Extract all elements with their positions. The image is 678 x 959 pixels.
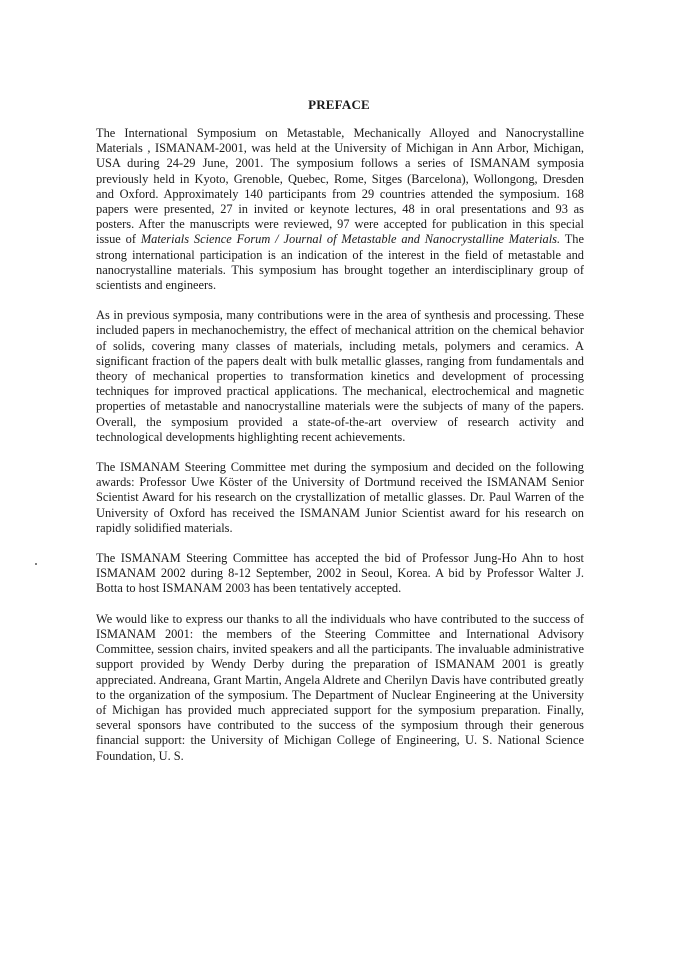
preface-body	[96, 126, 584, 779]
paragraph-text: The strong international participation is an indication of the interest in the field of metastable and nanocrystalline materials. This symposium has brought together an interdisciplinary group of scientists and engineers.	[96, 232, 584, 293]
paragraph-topics: As in previous symposia, many contributions were in the area of synthesis and processing. These included papers in mechanochemistry, the effect of mechanical attrition on the chemical behavior of solids, covering many classes of materials, including metals, polymers and ceramics. A significant fraction of the papers dealt with bulk metallic glasses, ranging from fundamentals and theory of mechanical properties to transformation kinetics and development of processing techniques for improved practical applications. The mechanical, electrochemical and magnetic properties of metastable and nanocrystalline materials were the subjects of many of the papers. Overall, the symposium provided a state-of-the-art overview of research activity and technological developments highlighting recent achievements.	[96, 308, 584, 444]
paragraph-text: The International Symposium on Metastable, Mechanically Alloyed and Nanocrystalline Materials , ISMANAM-2001, was held at the University of Michigan in Ann Arbor, Michigan, USA during 24-29 June, 2001. The symposium follows a series of ISMANAM symposia previously held in Kyoto, Grenoble, Quebec, Rome, Sitges (Barcelona), Wollongong, Dresden and Oxford. Approximately 140 participants from 29 countries attended the symposium. 168 papers were presented, 27 in invited or keynote lectures, 48 in oral presentations and 93 as posters. After the manuscripts were reviewed, 97 were accepted for publication in this special issue of	[96, 126, 584, 247]
paragraph-future-hosts: The ISMANAM Steering Committee has accepted the bid of Professor Jung-Ho Ahn to host ISMANAM 2002 during 8-12 September, 2002 in Seoul, Korea. A bid by Professor Walter J. Botta to host ISMANAM 2003 has been tentatively accepted.	[96, 551, 584, 596]
paragraph-acknowledgements: We would like to express our thanks to all the individuals who have contributed to the success of ISMANAM 2001: the members of the Steering Committee and International Advisory Committee, session chairs, invited speakers and all the participants. The invaluable administrative support provided by Wendy Derby during the preparation of ISMANAM 2001 is greatly appreciated. Andreana, Grant Martin, Angela Aldrete and Cherilyn Davis have contributed greatly to the organization of the symposium. The Department of Nuclear Engineering at the University of Michigan has provided much appreciated support for the symposium preparation. Finally, several sponsors have contributed to the success of the symposium through their generous financial support: the University of Michigan College of Engineering, U. S. National Science Foundation, U. S.	[96, 611, 584, 763]
paragraph-awards: The ISMANAM Steering Committee met during the symposium and decided on the following awards: Professor Uwe Köster of the University of Dortmund received the ISMANAM Senior Scientist Award for his research on the crystallization of metallic glasses. Dr. Paul Warren of the University of Oxford has received the ISMANAM Junior Scientist award for his research on rapidly solidified materials.	[96, 460, 584, 535]
scan-speck	[35, 563, 37, 565]
paragraph-overview	[96, 126, 584, 293]
page-title: PREFACE	[308, 97, 370, 112]
journal-title: Materials Science Forum / Journal of Metastable and Nanocrystalline Materials.	[140, 232, 561, 247]
